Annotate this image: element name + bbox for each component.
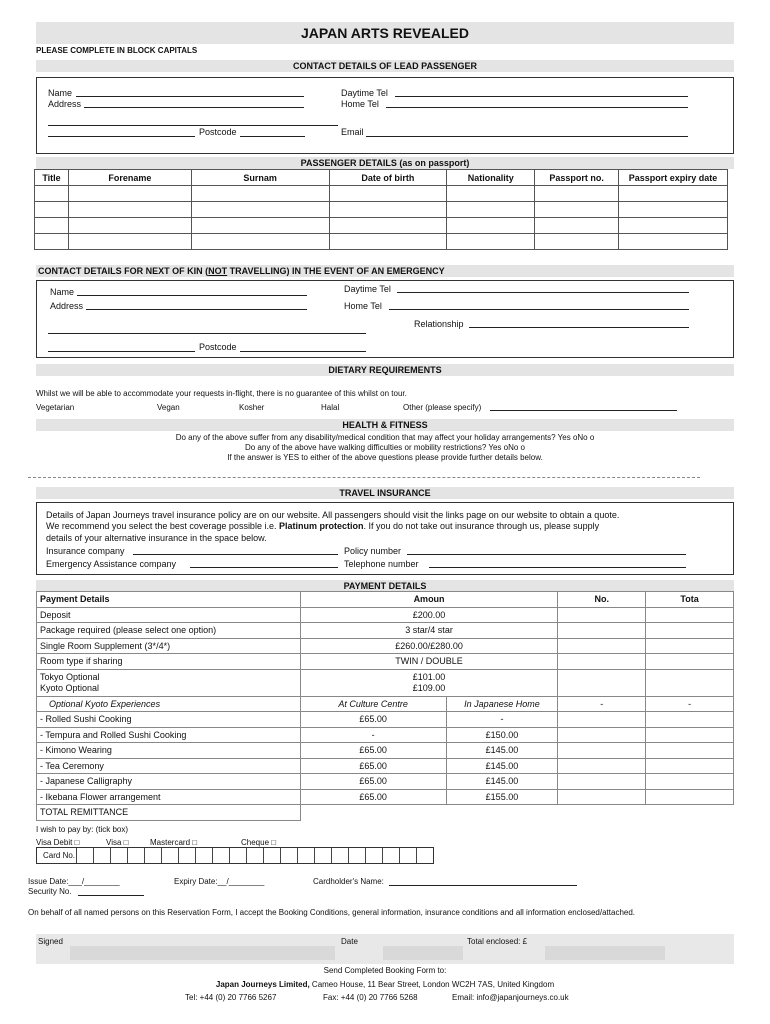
card-number-field[interactable] (36, 847, 434, 864)
footer-email[interactable]: Email: info@japanjourneys.co.uk (452, 993, 569, 1002)
payment-col-no: No. (558, 592, 646, 608)
visa-checkbox[interactable]: Visa □ (106, 838, 129, 847)
insurance-company-label: Insurance company (46, 546, 125, 556)
footer-fax: Fax: +44 (0) 20 7766 5268 (323, 993, 418, 1002)
insurance-text-3: details of your alternative insurance in the space below. (46, 533, 267, 543)
footer-tel: Tel: +44 (0) 20 7766 5267 (185, 993, 277, 1002)
passenger-row[interactable] (35, 234, 728, 250)
dietary-other-field[interactable] (490, 401, 677, 411)
total-enclosed-field[interactable] (545, 946, 665, 960)
signed-field[interactable] (70, 946, 335, 960)
col-passport-no: Passport no. (535, 170, 619, 186)
health-question-2: Do any of the above have walking difficulties or mobility restrictions? Yes oNo o (244, 443, 525, 452)
payment-col-details: Payment Details (37, 592, 301, 608)
lead-name-field[interactable] (76, 87, 304, 97)
policy-number-label: Policy number (344, 546, 402, 556)
assistance-company-label: Emergency Assistance company (46, 559, 177, 569)
lead-address-line2[interactable] (48, 116, 338, 126)
kin-address-line3[interactable] (48, 342, 195, 352)
col-surname: Surnam (191, 170, 329, 186)
passenger-details-heading: PASSENGER DETAILS (as on passport) (36, 157, 734, 169)
col-nationality: Nationality (447, 170, 535, 186)
kin-name-label: Name (50, 287, 75, 297)
lead-home-tel-field[interactable] (386, 98, 688, 108)
passenger-table-header (35, 170, 728, 186)
kin-address-label: Address (50, 301, 84, 311)
total-enclosed-label: Total enclosed: £ (467, 937, 528, 946)
payment-row-tokyo-kyoto[interactable]: Tokyo Optional Kyoto Optional £101.00 £109.00 (37, 669, 734, 696)
issue-date-field[interactable]: Issue Date:___/________ (28, 877, 120, 886)
payment-col-amount: Amoun (300, 592, 558, 608)
insurance-text-1: Details of Japan Journeys travel insurance policy are on our website. All passengers should visit the links page on our website to obtain a quote. (46, 510, 620, 520)
payment-header-row (37, 592, 734, 608)
health-heading: HEALTH & FITNESS (36, 419, 734, 431)
dietary-note: Whilst we will be able to accommodate your requests in-flight, there is no guarantee of this whilst on tour. (36, 389, 407, 398)
payment-row[interactable]: Single Room Supplement (3*/4*) £260.00/£280.00 (37, 638, 734, 654)
experience-row[interactable]: - Tempura and Rolled Sushi Cooking - £150.00 (37, 727, 734, 743)
kin-daytime-tel-label: Daytime Tel (344, 284, 391, 294)
experience-row[interactable]: - Japanese Calligraphy £65.00 £145.00 (37, 774, 734, 790)
expiry-date-field[interactable]: Expiry Date:__/________ (174, 877, 265, 886)
passenger-table (34, 169, 728, 250)
dietary-heading: DIETARY REQUIREMENTS (36, 364, 734, 376)
mastercard-checkbox[interactable]: Mastercard □ (150, 838, 198, 847)
passenger-row[interactable] (35, 202, 728, 218)
send-to-label: Send Completed Booking Form to: (323, 966, 447, 975)
payment-row[interactable]: Room type if sharing TWIN / DOUBLE (37, 654, 734, 670)
lead-daytime-tel-field[interactable] (395, 87, 688, 97)
kin-relationship-field[interactable] (469, 318, 689, 328)
col-forename: Forename (68, 170, 191, 186)
lead-address-field[interactable] (84, 98, 304, 108)
experience-row[interactable]: - Tea Ceremony £65.00 £145.00 (37, 758, 734, 774)
kin-name-field[interactable] (77, 286, 307, 296)
payment-row[interactable]: Deposit £200.00 (37, 607, 734, 623)
optional-kyoto-header-row: Optional Kyoto Experiences At Culture Centre In Japanese Home - - (37, 696, 734, 712)
col-date-of-birth: Date of birth (329, 170, 447, 186)
dietary-kosher[interactable]: Kosher (239, 403, 265, 412)
kin-relationship-label: Relationship (414, 319, 464, 329)
lead-email-field[interactable] (366, 127, 688, 137)
security-no-label: Security No. (28, 887, 72, 896)
lead-name-label: Name (48, 88, 73, 98)
next-of-kin-heading: CONTACT DETAILS FOR NEXT OF KIN (NOT TRAVELLING) IN THE EVENT OF AN EMERGENCY (36, 265, 734, 277)
col-passport-expiry: Passport expiry date (619, 170, 728, 186)
telephone-number-label: Telephone number (344, 559, 419, 569)
kin-address-line2[interactable] (48, 324, 366, 334)
dietary-other[interactable]: Other (please specify) (403, 403, 482, 412)
cardholder-name-label: Cardholder's Name: (313, 877, 384, 886)
pay-by-label: I wish to pay by: (tick box) (36, 825, 129, 834)
lead-daytime-tel-label: Daytime Tel (341, 88, 388, 98)
dietary-vegan[interactable]: Vegan (157, 403, 180, 412)
experience-row[interactable]: - Kimono Wearing £65.00 £145.00 (37, 743, 734, 759)
insurance-company-field[interactable] (133, 545, 338, 555)
lead-email-label: Email (341, 127, 364, 137)
form-title: JAPAN ARTS REVEALED (36, 22, 734, 44)
card-no-label: Card No. (43, 851, 76, 860)
assistance-company-field[interactable] (190, 558, 338, 568)
payment-heading: PAYMENT DETAILS (36, 580, 734, 592)
passenger-row[interactable] (35, 186, 728, 202)
date-field[interactable] (383, 946, 463, 960)
kin-home-tel-label: Home Tel (344, 301, 382, 311)
security-no-field[interactable] (78, 886, 144, 896)
lead-postcode-field[interactable] (240, 127, 305, 137)
health-details-line[interactable] (28, 477, 700, 478)
lead-home-tel-label: Home Tel (341, 99, 379, 109)
declaration-text: On behalf of all named persons on this Reservation Form, I accept the Booking Conditions, general information, insurance conditions and all information enclosed/attached. (28, 908, 636, 917)
total-remittance-row[interactable]: TOTAL REMITTANCE (37, 805, 734, 821)
company-address: Japan Journeys Limited, Cameo House, 11 Bear Street, London WC2H 7AS, United Kingdom (215, 980, 555, 989)
signed-label: Signed (38, 937, 63, 946)
kin-postcode-label: Postcode (199, 342, 237, 352)
lead-postcode-label: Postcode (199, 127, 237, 137)
experience-row[interactable]: - Rolled Sushi Cooking £65.00 - (37, 712, 734, 728)
dietary-halal[interactable]: Halal (321, 403, 340, 412)
experience-row[interactable]: - Ikebana Flower arrangement £65.00 £155.00 (37, 789, 734, 805)
telephone-number-field[interactable] (429, 558, 686, 568)
card-digit-boxes[interactable] (76, 848, 433, 863)
date-label: Date (341, 937, 358, 946)
cheque-checkbox[interactable]: Cheque □ (241, 838, 277, 847)
visa-debit-checkbox[interactable]: Visa Debit □ (36, 838, 80, 847)
block-capitals-note: PLEASE COMPLETE IN BLOCK CAPITALS (36, 46, 198, 55)
payment-row[interactable]: Package required (please select one option) 3 star/4 star (37, 623, 734, 639)
policy-number-field[interactable] (407, 545, 686, 555)
payment-col-total: Tota (646, 592, 734, 608)
lead-address-label: Address (48, 99, 82, 109)
passenger-row[interactable] (35, 218, 728, 234)
kin-daytime-tel-field[interactable] (397, 283, 689, 293)
health-question-3: If the answer is YES to either of the above questions please provide further details below. (227, 453, 543, 462)
kin-address-field[interactable] (86, 300, 307, 310)
cardholder-name-field[interactable] (389, 876, 577, 886)
insurance-text-2: We recommend you select the best coverage possible i.e. Platinum protection. If you do not take out insurance through us, please supply (46, 521, 600, 531)
insurance-heading: TRAVEL INSURANCE (36, 487, 734, 499)
kin-postcode-field[interactable] (240, 342, 366, 352)
health-question-1: Do any of the above suffer from any disability/medical condition that may affect your holiday arrangements? Yes oNo o (175, 433, 595, 442)
dietary-vegetarian[interactable]: Vegetarian (36, 403, 75, 412)
kin-home-tel-field[interactable] (389, 300, 689, 310)
col-title: Title (35, 170, 69, 186)
lead-address-line3[interactable] (48, 127, 195, 137)
payment-table (36, 591, 734, 821)
lead-passenger-heading: CONTACT DETAILS OF LEAD PASSENGER (36, 60, 734, 72)
